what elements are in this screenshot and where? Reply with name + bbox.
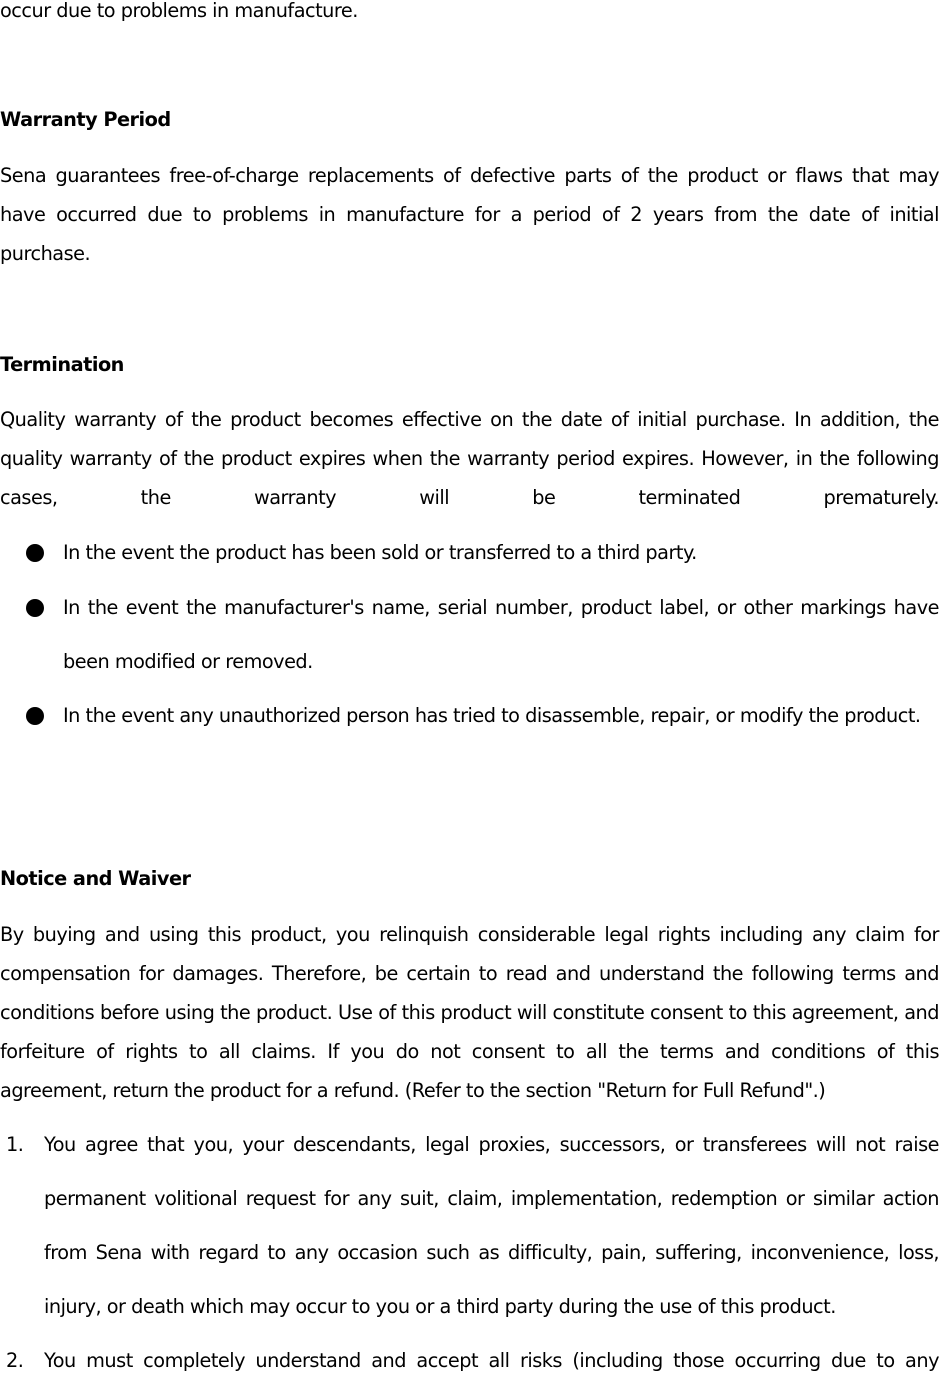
- bullet-dot-icon: [26, 599, 44, 617]
- section-heading-termination: Termination: [0, 353, 124, 376]
- bullet-text: In the event the product has been sold or transferred to a third party.: [63, 541, 697, 564]
- bullet-text: In the event the manufacturer's name, serial number, product label, or other markings have been modified or removed.: [63, 596, 939, 673]
- section-heading-warranty-period: Warranty Period: [0, 108, 171, 131]
- bullet-dot-icon: [26, 707, 44, 725]
- list-number: 1.: [6, 1133, 24, 1156]
- bullet-dot-icon: [26, 544, 44, 562]
- bullet-text: In the event any unauthorized person has tried to disassemble, repair, or modify the product.: [63, 704, 921, 727]
- list-item-text: You agree that you, your descendants, legal proxies, successors, or transferees will not raise permanent volitional request for any suit, claim, implementation, redemption or similar action from Sena with regard to any occasion such as difficulty, pain, suffering, inconvenience, loss, injury, or death which may occur to you or a third party during the use of this product.: [44, 1133, 939, 1318]
- list-item-text: You must completely understand and accept all risks (including those occurring due to any: [44, 1349, 939, 1372]
- termination-paragraph: Quality warranty of the product becomes effective on the date of initial purchase. In addition, the quality warranty of the product expires when the warranty period expires. However, in the following cases, the warranty will be terminated prematurely.: [0, 408, 939, 509]
- warranty-period-paragraph: Sena guarantees free-of-charge replacements of defective parts of the product or flaws that may have occurred due to problems in manufacture for a period of 2 years from the date of initial purchase.: [0, 164, 939, 265]
- section-heading-notice-and-waiver: Notice and Waiver: [0, 867, 191, 890]
- list-number: 2.: [6, 1349, 24, 1372]
- intro-tail-text: occur due to problems in manufacture.: [0, 0, 358, 22]
- notice-and-waiver-paragraph: By buying and using this product, you relinquish considerable legal rights including any claim for compensation for damages. Therefore, be certain to read and understand the following terms and conditions before using the product. Use of this product will constitute consent to this agreement, and forfeiture of rights to all claims. If you do not consent to all the terms and conditions of this agreement, return the product for a refund. (Refer to the section "Return for Full Refund".): [0, 923, 939, 1102]
